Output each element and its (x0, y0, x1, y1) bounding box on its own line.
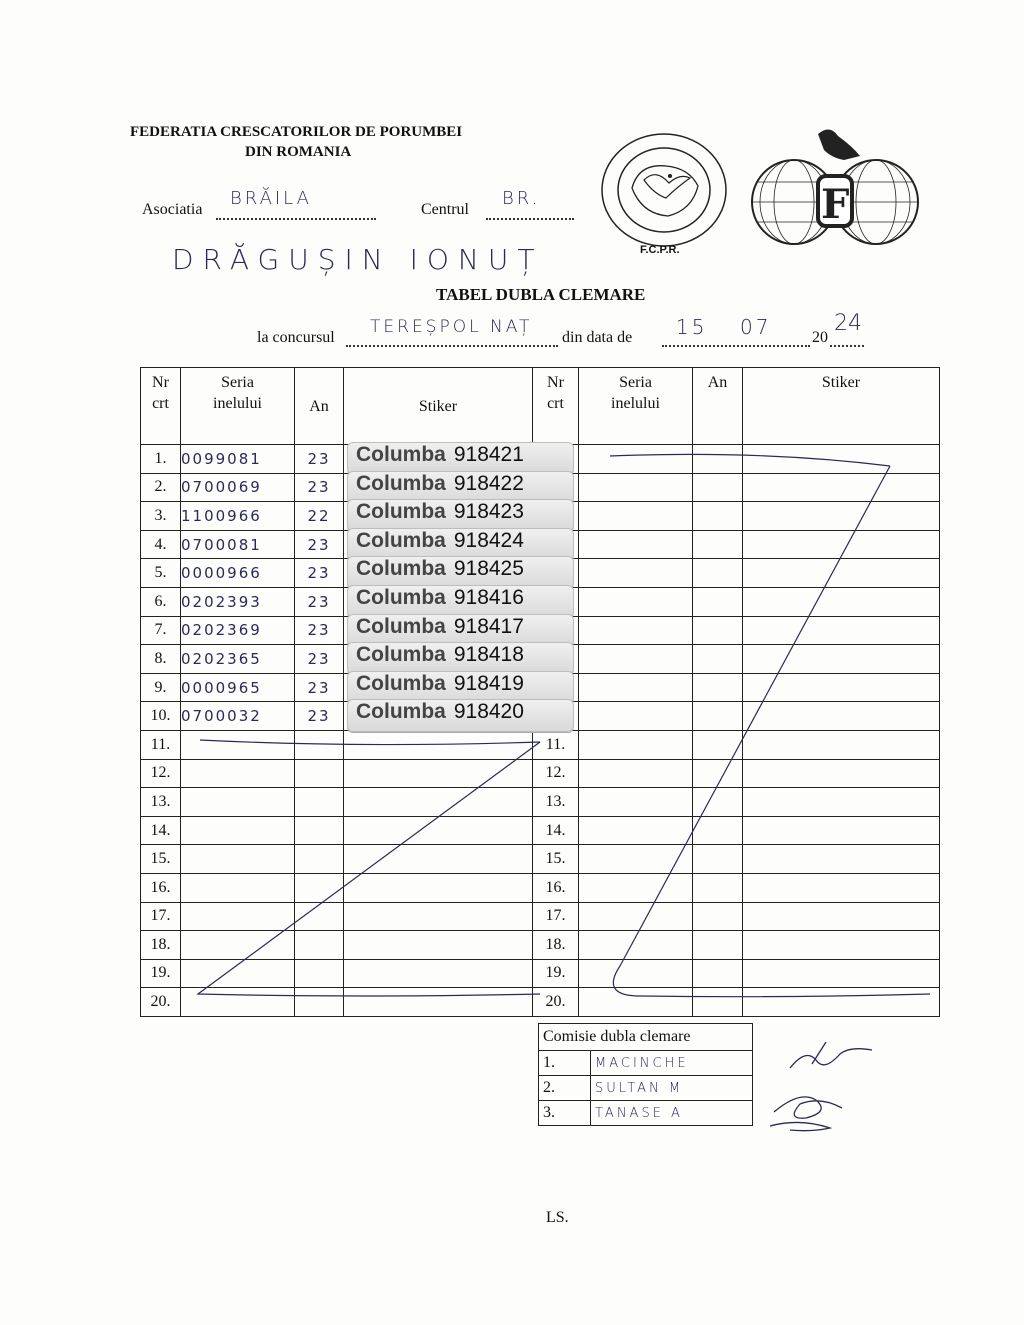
sticker-brand: Columba (356, 443, 446, 466)
sticker-cell[interactable] (344, 816, 533, 845)
globe-pigeon-logo-icon (748, 124, 924, 280)
col-stiker-header-right: Stiker (743, 368, 940, 445)
signature-1-icon (790, 1042, 872, 1068)
ring-series-right[interactable] (579, 931, 693, 960)
concurs-field[interactable] (346, 317, 558, 347)
row-number-right: 12. (533, 759, 579, 788)
ring-year[interactable] (295, 759, 344, 788)
ring-series[interactable]: 0700069 (181, 473, 295, 502)
ring-series-right[interactable] (579, 559, 693, 588)
commission-name[interactable]: TANASE A (591, 1101, 753, 1126)
row-number: 9. (141, 673, 181, 702)
ring-year[interactable] (295, 988, 344, 1017)
row-number: 6. (141, 587, 181, 616)
table-row (141, 445, 940, 474)
date-day: 15 (676, 315, 708, 339)
sticker-cell-right[interactable] (743, 445, 940, 474)
owner-name: DRĂGUȘIN IONUȚ (172, 243, 544, 276)
ring-series-right[interactable] (579, 902, 693, 931)
sticker-cell-right[interactable] (743, 988, 940, 1017)
row-number-right: 18. (533, 931, 579, 960)
commission-table (538, 1023, 753, 1126)
row-number: 11. (141, 730, 181, 759)
sticker-number: 918424 (453, 528, 524, 552)
sticker-cell[interactable] (344, 702, 533, 731)
ring-year-right[interactable] (693, 530, 743, 559)
ring-series-right[interactable] (579, 502, 693, 531)
table-row (141, 759, 940, 788)
clemare-table (140, 367, 940, 1017)
ring-year[interactable] (295, 730, 344, 759)
commission-nr: 1. (539, 1051, 591, 1076)
sticker-cell-right[interactable] (743, 959, 940, 988)
commission-name[interactable]: SULTAN M (591, 1076, 753, 1101)
sticker-cell-right[interactable] (743, 931, 940, 960)
ring-year[interactable] (295, 816, 344, 845)
ring-year-right[interactable] (693, 788, 743, 817)
ring-series-right[interactable] (579, 816, 693, 845)
row-number: 14. (141, 816, 181, 845)
ring-series[interactable] (181, 759, 295, 788)
ring-series-right[interactable] (579, 473, 693, 502)
ring-series-right[interactable] (579, 759, 693, 788)
row-number: 19. (141, 959, 181, 988)
page-title: TABEL DUBLA CLEMARE (436, 285, 646, 304)
sticker-cell-right[interactable] (743, 530, 940, 559)
ring-series-right[interactable] (579, 845, 693, 874)
federation-name: FEDERATIA CRESCATORILOR DE PORUMBEI (130, 124, 463, 140)
sticker-label (347, 699, 574, 732)
sticker-brand: Columba (356, 500, 446, 524)
ring-series-right[interactable] (579, 988, 693, 1017)
col-seria-header: Seria inelului (181, 368, 295, 445)
table-row (141, 873, 940, 902)
ring-series[interactable] (181, 902, 295, 931)
sticker-cell[interactable] (344, 931, 533, 960)
row-number: 15. (141, 845, 181, 874)
ring-year-right[interactable] (693, 730, 743, 759)
ring-year[interactable] (295, 873, 344, 902)
ring-series[interactable] (181, 988, 295, 1017)
sticker-number: 918418 (453, 643, 524, 667)
sticker-cell[interactable] (344, 502, 533, 531)
ring-year-right[interactable] (693, 616, 743, 645)
ring-series[interactable] (181, 931, 295, 960)
svg-text:F: F (821, 181, 850, 228)
ring-year-right[interactable] (693, 873, 743, 902)
year-field[interactable] (830, 311, 864, 347)
centrul-value: BR. (502, 188, 541, 209)
table-row (141, 616, 940, 645)
ring-series-right[interactable] (579, 616, 693, 645)
sticker-cell-right[interactable] (743, 816, 940, 845)
date-label: din data de (562, 329, 633, 346)
table-row (141, 788, 940, 817)
ring-series[interactable] (181, 730, 295, 759)
row-number-right: 13. (533, 788, 579, 817)
ring-year-right[interactable] (693, 673, 743, 702)
asociatia-label: Asociatia (142, 201, 203, 218)
sticker-cell[interactable] (344, 559, 533, 588)
concurs-label: la concursul (257, 329, 335, 346)
ring-series[interactable]: 0202365 (181, 645, 295, 674)
table-row (141, 673, 940, 702)
concurs-value: TEREȘPOL NAȚ (370, 317, 533, 337)
sticker-cell[interactable] (344, 616, 533, 645)
ring-series[interactable] (181, 873, 295, 902)
ring-series[interactable]: 0700081 (181, 530, 295, 559)
sticker-number: 918420 (453, 700, 524, 724)
sticker-brand: Columba (356, 557, 446, 581)
ring-series-right[interactable] (579, 702, 693, 731)
ring-year-right[interactable] (693, 959, 743, 988)
table-row (141, 988, 940, 1017)
table-row (141, 902, 940, 931)
sticker-cell-right[interactable] (743, 873, 940, 902)
sticker-number: 918416 (453, 585, 524, 609)
date-month: 07 (740, 315, 772, 339)
row-number: 16. (141, 873, 181, 902)
sticker-brand: Columba (356, 614, 446, 638)
row-number: 10. (141, 702, 181, 731)
ring-year[interactable] (295, 845, 344, 874)
ring-series[interactable]: 0000965 (181, 673, 295, 702)
ring-series[interactable] (181, 788, 295, 817)
sticker-number: 918421 (453, 443, 524, 466)
federation-logo (748, 124, 924, 280)
ring-year-right[interactable] (693, 931, 743, 960)
date-field[interactable] (662, 315, 810, 347)
sticker-cell-right[interactable] (743, 673, 940, 702)
federation-country: DIN ROMANIA (245, 144, 352, 160)
col-nr-header-right: Nr crt (533, 368, 579, 445)
ring-year-right[interactable] (693, 845, 743, 874)
ring-year-right[interactable] (693, 587, 743, 616)
sticker-cell[interactable] (344, 788, 533, 817)
table-row (141, 559, 940, 588)
row-number: 4. (141, 530, 181, 559)
sticker-number: 918419 (453, 671, 524, 695)
commission-title: Comisie dubla clemare (539, 1024, 753, 1051)
ring-year-right[interactable] (693, 473, 743, 502)
sticker-cell[interactable] (344, 988, 533, 1017)
ring-series-right[interactable] (579, 673, 693, 702)
ring-year[interactable] (295, 931, 344, 960)
col-nr-header: Nr crt (141, 368, 181, 445)
ring-year[interactable]: 23 (295, 645, 344, 674)
ring-year[interactable]: 23 (295, 616, 344, 645)
row-number: 3. (141, 502, 181, 531)
seal-abbrev: F.C.P.R. (640, 244, 680, 256)
sticker-number: 918423 (453, 500, 524, 524)
sticker-cell[interactable] (344, 759, 533, 788)
sticker-cell-right[interactable] (743, 559, 940, 588)
sticker-brand: Columba (356, 700, 446, 724)
table-row (141, 816, 940, 845)
ring-series-right[interactable] (579, 445, 693, 474)
row-number: 12. (141, 759, 181, 788)
ring-year[interactable]: 23 (295, 702, 344, 731)
table-row (141, 473, 940, 502)
year-suffix: 24 (834, 311, 862, 336)
sticker-brand: Columba (356, 643, 446, 667)
row-number-right: 14. (533, 816, 579, 845)
sticker-brand: Columba (356, 671, 446, 695)
table-row (141, 845, 940, 874)
ring-series[interactable]: 1100966 (181, 502, 295, 531)
ls-mark: LS. (546, 1209, 569, 1226)
ring-year[interactable] (295, 959, 344, 988)
ring-series-right[interactable] (579, 587, 693, 616)
row-number: 5. (141, 559, 181, 588)
sticker-brand: Columba (356, 528, 446, 552)
row-number-right: 15. (533, 845, 579, 874)
ring-year-right[interactable] (693, 445, 743, 474)
ring-series[interactable] (181, 845, 295, 874)
commission-nr: 3. (539, 1101, 591, 1126)
ring-series-right[interactable] (579, 959, 693, 988)
sticker-cell-right[interactable] (743, 473, 940, 502)
sticker-cell-right[interactable] (743, 788, 940, 817)
ring-year[interactable]: 23 (295, 587, 344, 616)
asociatia-value: BRĂILA (230, 188, 312, 209)
sticker-cell-right[interactable] (743, 730, 940, 759)
row-number: 2. (141, 473, 181, 502)
col-stiker-header: Stiker (344, 368, 533, 445)
sticker-cell[interactable] (344, 845, 533, 874)
ring-year-right[interactable] (693, 702, 743, 731)
sticker-cell[interactable] (344, 445, 533, 474)
ring-year[interactable]: 23 (295, 445, 344, 474)
ring-series-right[interactable] (579, 873, 693, 902)
signature-3-icon (770, 1122, 830, 1130)
row-number: 17. (141, 902, 181, 931)
ring-year[interactable]: 23 (295, 559, 344, 588)
ring-year-right[interactable] (693, 559, 743, 588)
row-number: 1. (141, 445, 181, 474)
table-row (141, 702, 940, 731)
col-an-header-right: An (693, 368, 743, 445)
signature-2-icon (774, 1097, 842, 1118)
table-row (141, 959, 940, 988)
commission-row (539, 1101, 753, 1126)
table-row (141, 502, 940, 531)
ring-series[interactable]: 0202393 (181, 587, 295, 616)
sticker-number: 918417 (453, 614, 524, 638)
sticker-cell-right[interactable] (743, 616, 940, 645)
ring-series-right[interactable] (579, 788, 693, 817)
commission-name[interactable]: MACINCHE (591, 1051, 753, 1076)
ring-year[interactable]: 23 (295, 473, 344, 502)
ring-year-right[interactable] (693, 816, 743, 845)
sticker-brand: Columba (356, 585, 446, 609)
ring-series-right[interactable] (579, 645, 693, 674)
table-row (141, 645, 940, 674)
sticker-cell[interactable] (344, 959, 533, 988)
centrul-label: Centrul (421, 201, 469, 218)
ring-year[interactable]: 23 (295, 530, 344, 559)
commission-row (539, 1051, 753, 1076)
sticker-cell[interactable] (344, 873, 533, 902)
row-number-right: 17. (533, 902, 579, 931)
ring-year-right[interactable] (693, 988, 743, 1017)
sticker-brand: Columba (356, 471, 446, 495)
ring-series[interactable] (181, 959, 295, 988)
table-row (141, 587, 940, 616)
sticker-cell-right[interactable] (743, 502, 940, 531)
ring-series-right[interactable] (579, 530, 693, 559)
ring-year-right[interactable] (693, 645, 743, 674)
sticker-cell-right[interactable] (743, 845, 940, 874)
sticker-number: 918422 (453, 471, 524, 495)
row-number-right: 11. (533, 730, 579, 759)
row-number: 20. (141, 988, 181, 1017)
ring-year[interactable]: 22 (295, 502, 344, 531)
ring-series[interactable]: 0099081 (181, 445, 295, 474)
ring-year-right[interactable] (693, 502, 743, 531)
row-number: 18. (141, 931, 181, 960)
ring-series[interactable] (181, 816, 295, 845)
sticker-cell[interactable] (344, 473, 533, 502)
col-an-header: An (295, 368, 344, 445)
table-row (141, 931, 940, 960)
sticker-cell[interactable] (344, 902, 533, 931)
table-row (141, 530, 940, 559)
row-number-right: 19. (533, 959, 579, 988)
commission-nr: 2. (539, 1076, 591, 1101)
ring-year-right[interactable] (693, 902, 743, 931)
sticker-cell-right[interactable] (743, 902, 940, 931)
sticker-cell[interactable] (344, 530, 533, 559)
sticker-cell-right[interactable] (743, 587, 940, 616)
row-number-right: 20. (533, 988, 579, 1017)
sticker-cell-right[interactable] (743, 645, 940, 674)
row-number-right: 16. (533, 873, 579, 902)
table-row (141, 730, 940, 759)
sticker-cell[interactable] (344, 730, 533, 759)
ring-year-right[interactable] (693, 759, 743, 788)
table-header-row (141, 368, 940, 445)
col-seria-header-right: Seria inelului (579, 368, 693, 445)
ring-series[interactable]: 0202369 (181, 616, 295, 645)
ring-year[interactable]: 23 (295, 673, 344, 702)
seal-emblem-icon (594, 128, 742, 260)
centrul-field[interactable] (486, 188, 574, 220)
row-number: 8. (141, 645, 181, 674)
sticker-cell[interactable] (344, 673, 533, 702)
row-number: 7. (141, 616, 181, 645)
ring-series-right[interactable] (579, 730, 693, 759)
sticker-cell[interactable] (344, 587, 533, 616)
ring-year[interactable] (295, 788, 344, 817)
sticker-cell-right[interactable] (743, 759, 940, 788)
commission-row (539, 1076, 753, 1101)
ring-series[interactable]: 0700032 (181, 702, 295, 731)
ring-year[interactable] (295, 902, 344, 931)
asociatia-field[interactable] (216, 188, 376, 220)
sticker-cell[interactable] (344, 645, 533, 674)
fcpr-seal (594, 128, 742, 260)
sticker-cell-right[interactable] (743, 702, 940, 731)
year-prefix: 20 (812, 329, 828, 346)
row-number: 13. (141, 788, 181, 817)
ring-series[interactable]: 0000966 (181, 559, 295, 588)
sticker-number: 918425 (453, 557, 524, 581)
